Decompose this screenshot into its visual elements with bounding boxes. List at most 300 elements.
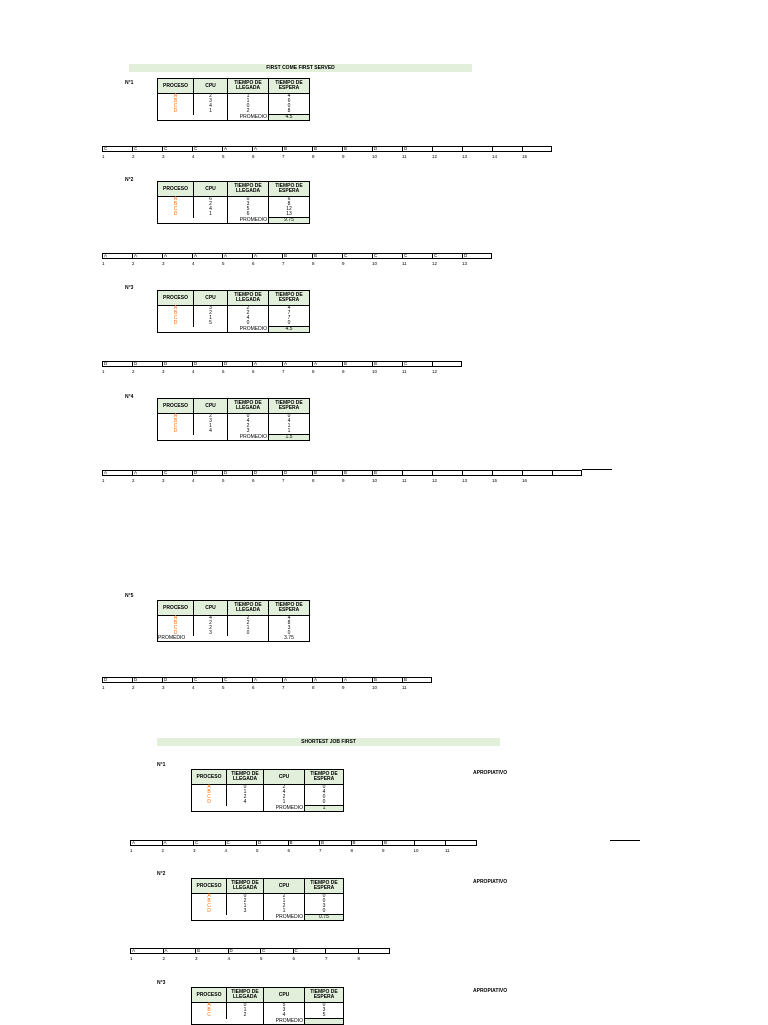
header-espera: TIEMPO DE ESPERA bbox=[305, 770, 344, 785]
gantt-tick-label: 7 bbox=[325, 956, 328, 961]
value-cell: 5 bbox=[194, 321, 228, 327]
gantt-tick-label: 2 bbox=[132, 685, 135, 690]
gantt-slot: D bbox=[102, 677, 132, 683]
value-cell: 4 bbox=[269, 94, 310, 100]
gantt-slot: C bbox=[193, 840, 225, 846]
value-cell: 5 bbox=[228, 207, 269, 212]
gantt-tick-label: 13 bbox=[462, 261, 468, 266]
gantt-slot: A bbox=[282, 677, 312, 683]
promedio-label: PROMEDIO bbox=[228, 115, 269, 121]
gantt-tick-label: 5 bbox=[222, 478, 225, 483]
example-label: N°2 bbox=[125, 177, 134, 183]
gantt-slot: C bbox=[402, 253, 432, 259]
gantt-slot: C bbox=[372, 253, 402, 259]
value-cell: 0 bbox=[228, 321, 269, 327]
gantt-slot: A bbox=[102, 470, 132, 476]
value-cell: 5 bbox=[264, 1003, 305, 1009]
process-table bbox=[191, 878, 344, 921]
example-label: N°1 bbox=[157, 762, 166, 768]
gantt-slot: B bbox=[282, 146, 312, 152]
gantt-tick-label: 6 bbox=[292, 956, 296, 961]
gantt-slot: D bbox=[256, 840, 288, 846]
gantt-slot: A bbox=[102, 253, 132, 259]
gantt-slot: C bbox=[192, 677, 222, 683]
value-cell: 1 bbox=[228, 99, 269, 104]
gantt-tick-label: 6 bbox=[252, 261, 255, 266]
gantt-slot: A bbox=[163, 948, 196, 954]
header-cpu: CPU bbox=[194, 399, 228, 414]
sjf-title-banner: SHORTEST JOB FIRST bbox=[157, 738, 500, 746]
gantt-tick-label: 12 bbox=[432, 369, 438, 374]
value-cell: 2 bbox=[264, 785, 305, 791]
process-table bbox=[157, 398, 310, 441]
value-cell: 1 bbox=[264, 909, 305, 915]
gantt-tick-label: 1 bbox=[130, 848, 133, 853]
value-cell: 6 bbox=[228, 212, 269, 218]
gantt-tick-label: 1 bbox=[130, 956, 133, 961]
gantt-tick-label: 8 bbox=[312, 261, 315, 266]
value-cell: 2 bbox=[194, 202, 228, 207]
process-table bbox=[157, 600, 310, 642]
process-name-cell: D bbox=[158, 321, 194, 327]
gantt-tick-label: 4 bbox=[192, 261, 195, 266]
gantt-slot: B bbox=[319, 840, 351, 846]
process-name-cell: C bbox=[158, 626, 194, 631]
gantt-slot: D bbox=[282, 470, 312, 476]
gantt-slot: A bbox=[130, 948, 163, 954]
gantt-slot: A bbox=[132, 253, 162, 259]
gantt-tick-label: 10 bbox=[372, 261, 378, 266]
process-name-cell: D bbox=[158, 631, 194, 636]
value-cell: 4 bbox=[194, 429, 228, 435]
value-cell: 1 bbox=[269, 429, 310, 435]
value-cell: 1 bbox=[194, 109, 228, 115]
value-cell: 4 bbox=[227, 800, 264, 806]
process-name-cell: A bbox=[192, 785, 227, 791]
gantt-slot: D bbox=[162, 361, 192, 367]
process-name-cell: B bbox=[158, 99, 194, 104]
gantt-slot: B bbox=[382, 840, 414, 846]
gantt-tick-label: 1 bbox=[102, 261, 105, 266]
value-cell: 4 bbox=[269, 306, 310, 312]
gantt-tick-label: 5 bbox=[260, 956, 263, 961]
value-cell: 1 bbox=[227, 790, 264, 795]
gantt-slot: B bbox=[342, 361, 372, 367]
gantt-tick-label: 10 bbox=[372, 154, 378, 159]
gantt-tick-label: 3 bbox=[162, 369, 165, 374]
gantt-slot: D bbox=[102, 361, 132, 367]
process-name-cell: C bbox=[158, 316, 194, 321]
gantt-tick-label: 10 bbox=[413, 848, 419, 853]
gantt-tick-label: 14 bbox=[492, 154, 498, 159]
process-name-cell: A bbox=[158, 414, 194, 420]
gantt-slot: D bbox=[228, 948, 261, 954]
apropiativo-label: APROPIATIVO bbox=[473, 770, 508, 776]
gantt-tick-label: 11 bbox=[402, 478, 407, 483]
header-espera: TIEMPO DE ESPERA bbox=[269, 399, 310, 414]
gantt-slot: C bbox=[162, 470, 192, 476]
header-proceso: PROCESO bbox=[158, 182, 194, 197]
value-cell: 1 bbox=[227, 1008, 264, 1013]
value-cell: 2 bbox=[194, 621, 228, 626]
gantt-slot: A bbox=[222, 146, 252, 152]
value-cell: 2 bbox=[194, 311, 228, 316]
gantt-slot: D bbox=[222, 470, 252, 476]
gantt-tick-label: 2 bbox=[161, 848, 165, 853]
value-cell: 4 bbox=[264, 1013, 305, 1019]
header-proceso: PROCESO bbox=[158, 291, 194, 306]
process-name-cell: D bbox=[158, 429, 194, 435]
gantt-tick-label: 8 bbox=[350, 848, 354, 853]
header-proceso: PROCESO bbox=[158, 601, 194, 616]
promedio-label: PROMEDIO bbox=[264, 1019, 305, 1025]
gantt-tick-label: 1 bbox=[102, 369, 105, 374]
promedio-value: 1.5 bbox=[269, 435, 310, 441]
example-label: N°3 bbox=[157, 980, 166, 986]
gantt-tick-label: 8 bbox=[312, 154, 315, 159]
value-cell: 0 bbox=[269, 104, 310, 109]
gantt-tick-label: 16 bbox=[522, 478, 528, 483]
gantt-slot bbox=[462, 146, 492, 152]
gantt-slot: B bbox=[372, 677, 402, 683]
gantt-slot: C bbox=[260, 948, 293, 954]
gantt-slot bbox=[552, 470, 582, 476]
gantt-tick-label: 11 bbox=[402, 685, 407, 690]
process-name-cell: A bbox=[192, 894, 227, 900]
gantt-slot: A bbox=[222, 253, 252, 259]
gantt-slot: C bbox=[222, 677, 252, 683]
example-label: N°4 bbox=[125, 394, 134, 400]
apropiativo-label: APROPIATIVO bbox=[473, 988, 508, 994]
header-espera: TIEMPO DE ESPERA bbox=[269, 79, 310, 94]
gantt-tick-label: 1 bbox=[102, 478, 105, 483]
gantt-slot: C bbox=[342, 253, 372, 259]
gantt-slot: A bbox=[252, 361, 282, 367]
promedio-label: PROMEDIO bbox=[228, 218, 269, 224]
value-cell: 1 bbox=[264, 800, 305, 806]
value-cell: 8 bbox=[269, 621, 310, 626]
value-cell: 2 bbox=[228, 109, 269, 115]
promedio-label: PROMEDIO bbox=[158, 636, 269, 642]
header-llegada: TIEMPO DE LLEGADA bbox=[228, 79, 269, 94]
process-name-cell: D bbox=[192, 909, 227, 915]
gantt-slot bbox=[432, 470, 462, 476]
gantt-tick-label: 6 bbox=[252, 369, 255, 374]
gantt-tick-label: 12 bbox=[432, 478, 438, 483]
gantt-slot bbox=[358, 948, 391, 954]
process-name-cell: A bbox=[192, 1003, 227, 1009]
value-cell: 2 bbox=[264, 894, 305, 900]
gantt-slot: B bbox=[282, 253, 312, 259]
gantt-tick-label: 2 bbox=[132, 369, 135, 374]
gantt-slot bbox=[522, 470, 552, 476]
value-cell: 3 bbox=[194, 419, 228, 424]
value-cell: 4 bbox=[194, 104, 228, 109]
value-cell: 4 bbox=[305, 790, 344, 795]
header-cpu: CPU bbox=[194, 601, 228, 616]
gantt-slot: A bbox=[252, 677, 282, 683]
process-table bbox=[157, 181, 310, 224]
header-cpu: CPU bbox=[264, 879, 305, 894]
value-cell: 7 bbox=[269, 311, 310, 316]
header-espera: TIEMPO DE ESPERA bbox=[269, 182, 310, 197]
value-cell: 2 bbox=[228, 306, 269, 312]
process-name-cell: B bbox=[158, 621, 194, 626]
process-name-cell: C bbox=[158, 424, 194, 429]
gantt-tick-label: 7 bbox=[282, 261, 285, 266]
promedio-label: PROMEDIO bbox=[264, 915, 305, 921]
process-name-cell: D bbox=[192, 800, 227, 806]
gantt-tick-label: 13 bbox=[462, 154, 468, 159]
gantt-slot: D bbox=[372, 146, 402, 152]
gantt-slot: D bbox=[402, 146, 432, 152]
gantt-slot: A bbox=[282, 361, 312, 367]
value-cell: 0 bbox=[228, 197, 269, 203]
gantt-slot bbox=[432, 146, 462, 152]
divider-line bbox=[610, 840, 640, 841]
header-llegada: TIEMPO DE LLEGADA bbox=[228, 291, 269, 306]
gantt-tick-label: 7 bbox=[282, 154, 285, 159]
value-cell: 3 bbox=[194, 99, 228, 104]
value-cell: 0 bbox=[305, 800, 344, 806]
gantt-tick-label: 2 bbox=[132, 261, 135, 266]
gantt-tick-label: 9 bbox=[342, 154, 345, 159]
gantt-tick-label: 6 bbox=[252, 685, 255, 690]
header-cpu: CPU bbox=[264, 988, 305, 1003]
value-cell: 1 bbox=[228, 94, 269, 100]
gantt-tick-label: 3 bbox=[162, 261, 165, 266]
gantt-slot: C bbox=[132, 146, 162, 152]
gantt-slot: D bbox=[162, 677, 192, 683]
header-proceso: PROCESO bbox=[192, 988, 227, 1003]
value-cell: 0 bbox=[228, 414, 269, 420]
value-cell: 2 bbox=[227, 795, 264, 800]
process-name-cell: B bbox=[192, 1008, 227, 1013]
value-cell: 0 bbox=[269, 631, 310, 636]
gantt-tick-label: 3 bbox=[162, 154, 165, 159]
gantt-tick-label: 9 bbox=[342, 685, 345, 690]
gantt-slot: A bbox=[162, 253, 192, 259]
gantt-tick-label: 9 bbox=[342, 369, 345, 374]
header-proceso: PROCESO bbox=[192, 879, 227, 894]
value-cell: 3 bbox=[305, 1008, 344, 1013]
gantt-tick-label: 10 bbox=[372, 685, 378, 690]
value-cell: 6 bbox=[269, 99, 310, 104]
gantt-tick-label: 15 bbox=[522, 154, 528, 159]
header-llegada: TIEMPO DE LLEGADA bbox=[228, 399, 269, 414]
fcfs-title-banner: FIRST COME FIRST SERVED bbox=[129, 64, 472, 72]
gantt-tick-label: 10 bbox=[372, 478, 378, 483]
gantt-tick-label: 4 bbox=[192, 478, 195, 483]
gantt-slot: D bbox=[132, 677, 162, 683]
gantt-slot: A bbox=[132, 470, 162, 476]
gantt-tick-label: 6 bbox=[252, 478, 255, 483]
gantt-tick-label: 3 bbox=[195, 956, 198, 961]
header-cpu: CPU bbox=[194, 182, 228, 197]
gantt-slot: A bbox=[162, 840, 194, 846]
process-name-cell: A bbox=[158, 94, 194, 100]
process-name-cell: C bbox=[192, 904, 227, 909]
gantt-slot bbox=[402, 470, 432, 476]
value-cell: 2 bbox=[264, 795, 305, 800]
gantt-tick-label: 11 bbox=[402, 154, 407, 159]
gantt-slot: A bbox=[252, 146, 282, 152]
gantt-tick-label: 4 bbox=[192, 685, 195, 690]
gantt-tick-label: 10 bbox=[372, 369, 378, 374]
gantt-slot bbox=[414, 840, 446, 846]
gantt-tick-label: 1 bbox=[102, 685, 105, 690]
gantt-slot: A bbox=[312, 361, 342, 367]
value-cell: 2 bbox=[228, 311, 269, 316]
value-cell: 8 bbox=[269, 202, 310, 207]
header-llegada: TIEMPO DE LLEGADA bbox=[227, 988, 264, 1003]
value-cell: 4 bbox=[264, 790, 305, 795]
gantt-slot: B bbox=[351, 840, 383, 846]
gantt-tick-label: 12 bbox=[432, 154, 438, 159]
gantt-slot bbox=[492, 470, 522, 476]
header-cpu: CPU bbox=[194, 79, 228, 94]
value-cell: 3 bbox=[269, 626, 310, 631]
gantt-slot bbox=[325, 948, 358, 954]
gantt-tick-label: 5 bbox=[222, 685, 225, 690]
gantt-extension-line bbox=[582, 469, 612, 470]
header-llegada: TIEMPO DE LLEGADA bbox=[227, 879, 264, 894]
gantt-slot: C bbox=[293, 948, 326, 954]
value-cell: 6 bbox=[194, 197, 228, 203]
gantt-tick-label: 4 bbox=[227, 956, 231, 961]
gantt-slot: B bbox=[312, 146, 342, 152]
value-cell: 1 bbox=[269, 424, 310, 429]
value-cell: 6 bbox=[269, 197, 310, 203]
value-cell: 8 bbox=[269, 109, 310, 115]
process-name-cell: A bbox=[158, 616, 194, 622]
gantt-tick-label: 11 bbox=[402, 369, 407, 374]
promedio-value: 4.5 bbox=[269, 115, 310, 121]
process-table bbox=[157, 290, 310, 333]
value-cell: 1 bbox=[194, 316, 228, 321]
apropiativo-label: APROPIATIVO bbox=[473, 879, 508, 885]
gantt-tick-label: 5 bbox=[256, 848, 259, 853]
value-cell: 4 bbox=[269, 616, 310, 622]
gantt-tick-label: 1 bbox=[102, 154, 105, 159]
value-cell: 3 bbox=[228, 429, 269, 435]
gantt-slot: B bbox=[372, 361, 402, 367]
value-cell: 0 bbox=[305, 1003, 344, 1009]
gantt-tick-label: 5 bbox=[222, 369, 225, 374]
promedio-value: 9.75 bbox=[269, 218, 310, 224]
gantt-slot: C bbox=[192, 146, 222, 152]
value-cell: 3 bbox=[227, 909, 264, 915]
value-cell: 1 bbox=[227, 904, 264, 909]
header-espera: TIEMPO DE ESPERA bbox=[269, 291, 310, 306]
gantt-slot: D bbox=[132, 361, 162, 367]
header-proceso: PROCESO bbox=[158, 399, 194, 414]
gantt-tick-label: 11 bbox=[402, 261, 407, 266]
process-name-cell: D bbox=[158, 212, 194, 218]
gantt-tick-label: 7 bbox=[282, 685, 285, 690]
process-table bbox=[191, 987, 344, 1025]
gantt-tick-label: 3 bbox=[193, 848, 196, 853]
blank-cell bbox=[192, 915, 264, 921]
gantt-tick-label: 9 bbox=[342, 478, 345, 483]
gantt-tick-label: 8 bbox=[357, 956, 361, 961]
gantt-slot: B bbox=[195, 948, 228, 954]
gantt-tick-label: 3 bbox=[162, 478, 165, 483]
value-cell: 4 bbox=[194, 207, 228, 212]
process-name-cell: C bbox=[192, 1013, 227, 1019]
example-label: N°3 bbox=[125, 285, 134, 291]
header-espera: TIEMPO DE ESPERA bbox=[305, 879, 344, 894]
gantt-tick-label: 6 bbox=[287, 848, 291, 853]
value-cell: 2 bbox=[194, 626, 228, 631]
gantt-slot: B bbox=[372, 470, 402, 476]
process-name-cell: B bbox=[158, 202, 194, 207]
gantt-slot bbox=[432, 361, 462, 367]
gantt-slot: C bbox=[102, 146, 132, 152]
gantt-slot: D bbox=[192, 361, 222, 367]
gantt-tick-label: 8 bbox=[312, 685, 315, 690]
promedio-value: 3.75 bbox=[269, 636, 310, 642]
gantt-tick-label: 11 bbox=[445, 848, 450, 853]
gantt-slot: B bbox=[402, 677, 432, 683]
value-cell: 4 bbox=[228, 316, 269, 321]
value-cell: 3 bbox=[305, 904, 344, 909]
value-cell: 0 bbox=[269, 321, 310, 327]
gantt-slot: A bbox=[252, 253, 282, 259]
blank-cell bbox=[158, 218, 228, 224]
header-llegada: TIEMPO DE LLEGADA bbox=[228, 182, 269, 197]
gantt-slot: A bbox=[342, 677, 372, 683]
header-llegada: TIEMPO DE LLEGADA bbox=[228, 601, 269, 616]
process-name-cell: B bbox=[158, 419, 194, 424]
value-cell: 2 bbox=[194, 414, 228, 420]
value-cell: 1 bbox=[264, 899, 305, 904]
value-cell: 3 bbox=[194, 306, 228, 312]
gantt-tick-label: 2 bbox=[132, 154, 135, 159]
blank-cell bbox=[158, 435, 228, 441]
gantt-tick-label: 5 bbox=[222, 154, 225, 159]
gantt-tick-label: 2 bbox=[132, 478, 135, 483]
blank-cell bbox=[158, 327, 228, 333]
blank-cell bbox=[158, 115, 228, 121]
header-llegada: TIEMPO DE LLEGADA bbox=[227, 770, 264, 785]
gantt-slot: C bbox=[225, 840, 257, 846]
header-cpu: CPU bbox=[264, 770, 305, 785]
promedio-label: PROMEDIO bbox=[228, 327, 269, 333]
gantt-tick-label: 4 bbox=[192, 154, 195, 159]
value-cell: 0 bbox=[269, 414, 310, 420]
gantt-tick-label: 7 bbox=[319, 848, 322, 853]
gantt-slot: A bbox=[312, 677, 342, 683]
value-cell: 1 bbox=[194, 212, 228, 218]
value-cell: 0 bbox=[228, 104, 269, 109]
gantt-tick-label: 9 bbox=[382, 848, 385, 853]
gantt-slot: C bbox=[432, 253, 462, 259]
gantt-slot bbox=[445, 840, 477, 846]
process-name-cell: B bbox=[192, 790, 227, 795]
value-cell: 3 bbox=[264, 1008, 305, 1013]
value-cell: 0 bbox=[227, 785, 264, 791]
process-name-cell: C bbox=[192, 795, 227, 800]
gantt-tick-label: 8 bbox=[312, 478, 315, 483]
value-cell: 3 bbox=[194, 631, 228, 636]
value-cell: 2 bbox=[228, 424, 269, 429]
process-table bbox=[191, 769, 344, 812]
value-cell: 0 bbox=[305, 894, 344, 900]
example-label: N°2 bbox=[157, 871, 166, 877]
value-cell: 7 bbox=[269, 316, 310, 321]
value-cell: 1 bbox=[194, 424, 228, 429]
